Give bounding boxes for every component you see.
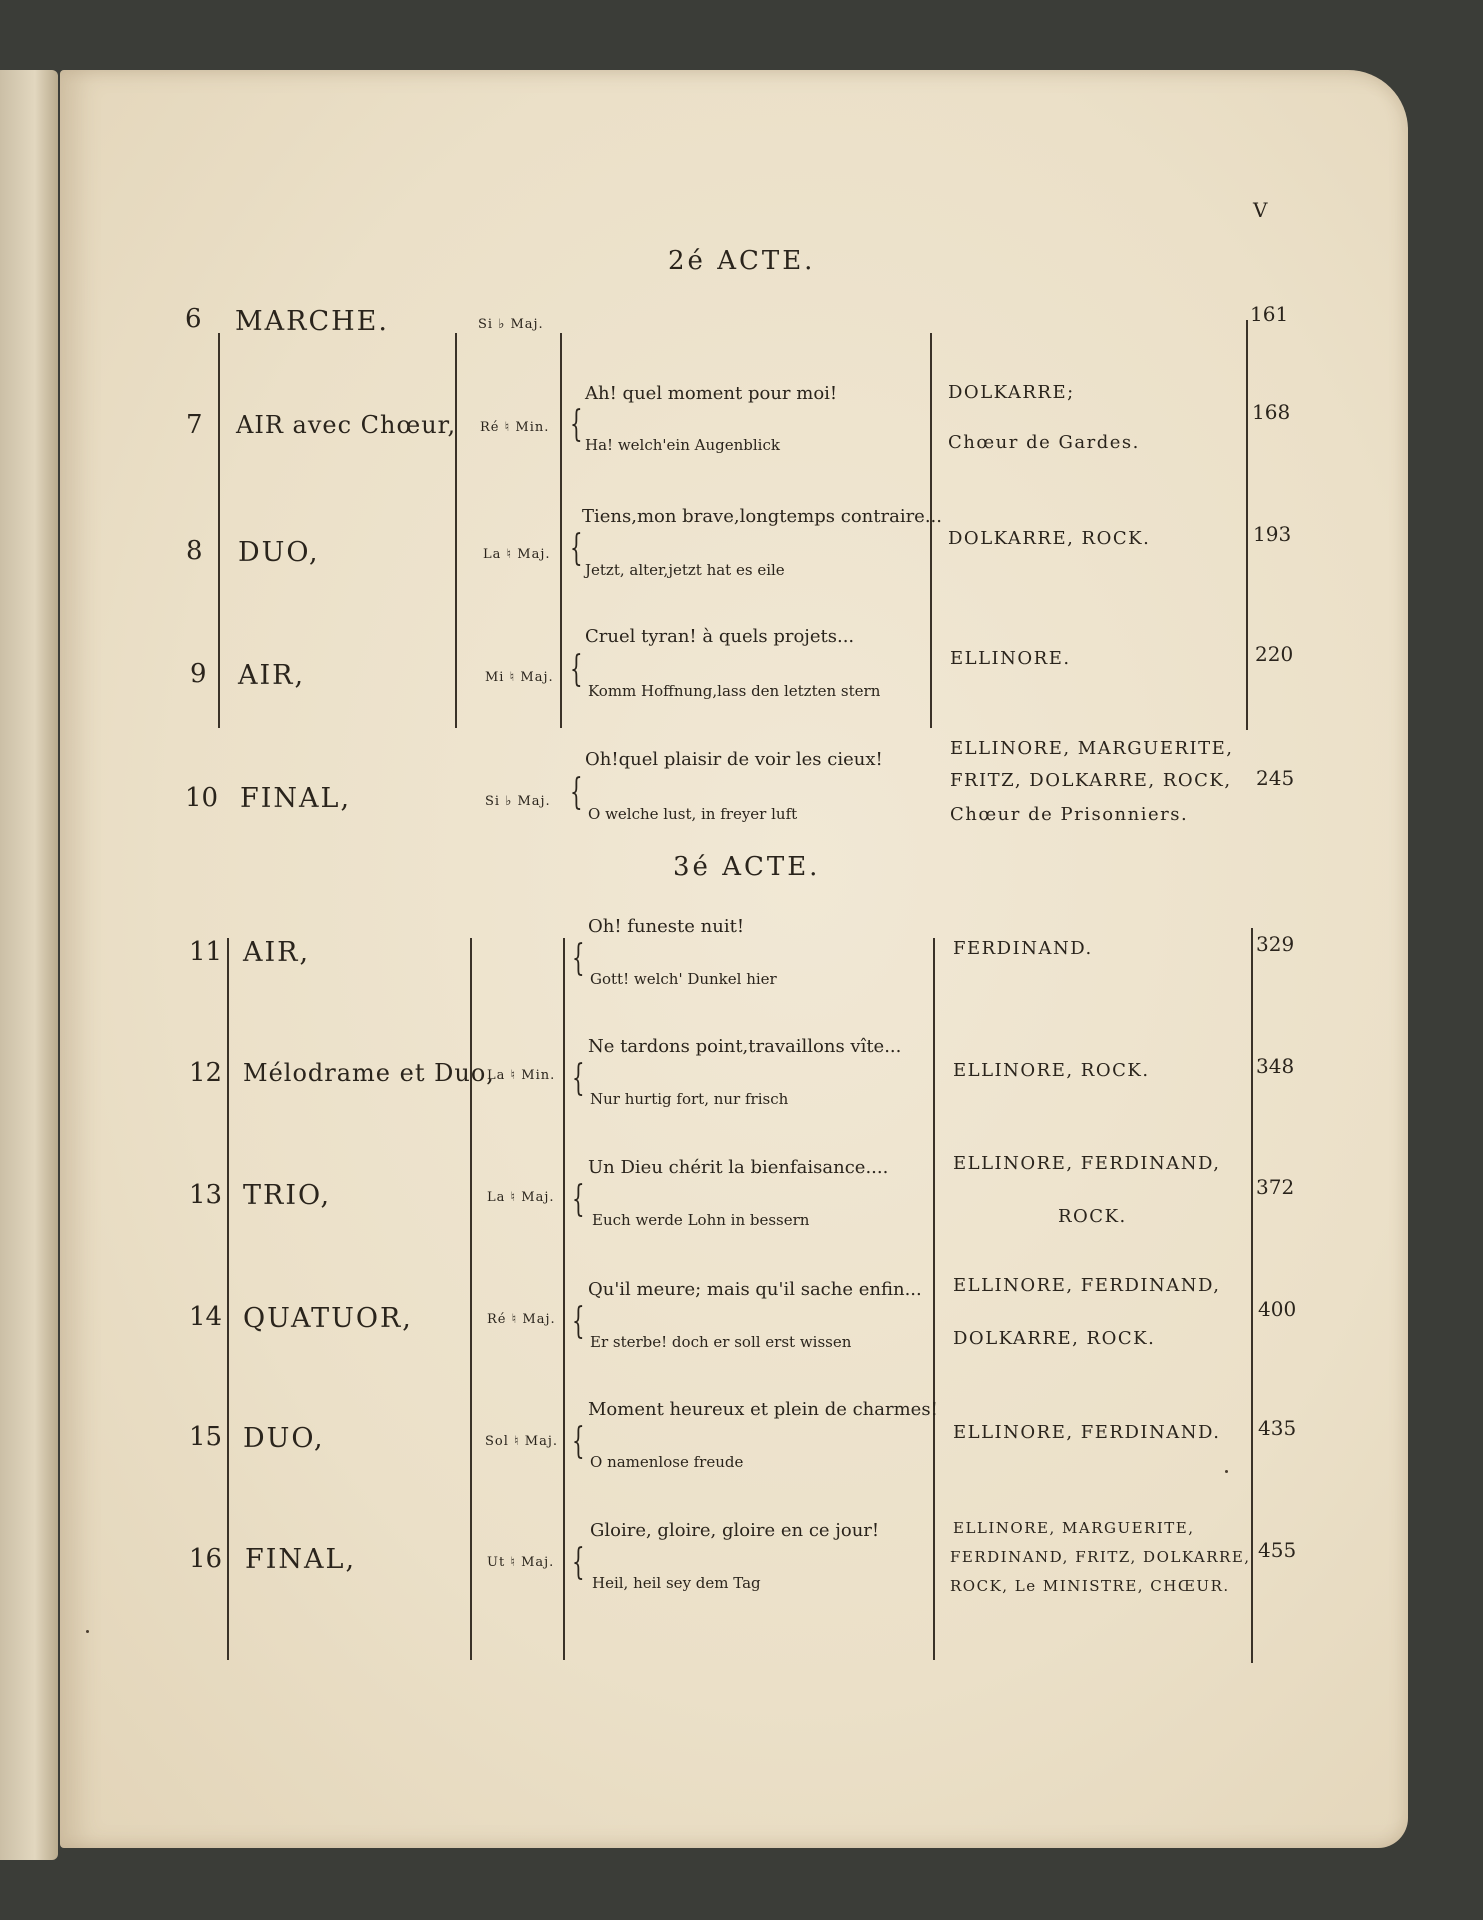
column-rule	[218, 333, 220, 728]
german-incipit: Gott! welch' Dunkel hier	[590, 970, 777, 988]
entry-page: 329	[1256, 932, 1295, 956]
column-rule	[1246, 320, 1248, 730]
entry-number: 13	[189, 1180, 223, 1210]
characters-line: ELLINORE, MARGUERITE,	[950, 738, 1234, 759]
entry-title: QUATUOR,	[243, 1303, 413, 1334]
characters-line: ELLINORE, FERDINAND,	[953, 1153, 1221, 1174]
german-incipit: Ha! welch'ein Augenblick	[585, 436, 780, 454]
entry-page: 161	[1250, 302, 1289, 326]
characters-line: ROCK, Le MINISTRE, CHŒUR.	[950, 1577, 1230, 1595]
score-index-page	[60, 70, 1408, 1848]
german-incipit: Jetzt, alter,jetzt hat es eile	[585, 561, 785, 579]
brace-glyph: {	[570, 649, 583, 690]
french-incipit: Ne tardons point,travaillons vîte...	[588, 1036, 902, 1057]
act-3-title: 3é ACTE.	[673, 852, 821, 882]
german-incipit: O welche lust, in freyer luft	[588, 805, 798, 823]
entry-page: 168	[1252, 400, 1291, 424]
characters-line: ELLINORE, FERDINAND.	[953, 1422, 1221, 1443]
german-incipit: Er sterbe! doch er soll erst wissen	[590, 1333, 852, 1351]
brace-glyph: {	[570, 528, 583, 569]
paper-speck	[1225, 1470, 1228, 1473]
column-rule	[470, 938, 472, 1660]
entry-key: La ♮ Maj.	[487, 1190, 555, 1205]
characters-line: ELLINORE, FERDINAND,	[953, 1275, 1221, 1296]
entry-number: 8	[186, 536, 203, 566]
page-number: V	[1253, 198, 1268, 222]
french-incipit: Un Dieu chérit la bienfaisance....	[588, 1157, 889, 1178]
entry-number: 9	[190, 659, 207, 689]
column-rule	[1251, 928, 1253, 1663]
entry-key: Ré ♮ Maj.	[487, 1312, 556, 1327]
act-2-title: 2é ACTE.	[668, 246, 816, 276]
characters-line: ELLINORE, MARGUERITE,	[953, 1519, 1195, 1537]
brace-glyph: {	[570, 772, 583, 813]
entry-page: 348	[1256, 1054, 1295, 1078]
german-incipit: Komm Hoffnung,lass den letzten stern	[588, 682, 881, 700]
characters-line: DOLKARRE;	[948, 382, 1075, 403]
entry-page: 455	[1258, 1538, 1297, 1562]
entry-title: FINAL,	[245, 1544, 357, 1575]
entry-page: 220	[1255, 642, 1294, 666]
paper-speck	[86, 1630, 89, 1633]
column-rule	[227, 938, 229, 1660]
french-incipit: Cruel tyran! à quels projets...	[585, 626, 855, 647]
brace-glyph: {	[570, 404, 583, 445]
entry-title: FINAL,	[240, 783, 352, 814]
entry-number: 11	[189, 937, 223, 967]
french-incipit: Gloire, gloire, gloire en ce jour!	[590, 1520, 880, 1541]
column-rule	[455, 333, 457, 728]
german-incipit: O namenlose freude	[590, 1453, 744, 1471]
entry-page: 372	[1256, 1175, 1295, 1199]
french-incipit: Qu'il meure; mais qu'il sache enfin...	[588, 1279, 922, 1300]
entry-key: Si ♭ Maj.	[478, 317, 544, 332]
entry-key: La ♮ Min.	[487, 1068, 556, 1083]
brace-glyph: {	[572, 1421, 585, 1462]
entry-title: TRIO,	[243, 1180, 332, 1211]
entry-key: La ♮ Maj.	[483, 547, 551, 562]
entry-title: AIR,	[243, 937, 311, 968]
characters-line: FRITZ, DOLKARRE, ROCK,	[950, 770, 1232, 791]
entry-key: Si ♭ Maj.	[485, 794, 551, 809]
entry-page: 400	[1258, 1297, 1297, 1321]
characters-line: ROCK.	[1058, 1206, 1127, 1227]
entry-key: Ré ♮ Min.	[480, 420, 550, 435]
entry-title: DUO,	[243, 1423, 325, 1454]
entry-title: DUO,	[238, 537, 320, 568]
french-incipit: Moment heureux et plein de charmes!	[588, 1399, 938, 1420]
entry-number: 15	[189, 1422, 223, 1452]
brace-glyph: {	[572, 1301, 585, 1342]
brace-glyph: {	[572, 1542, 585, 1583]
entry-title: Mélodrame et Duo,	[243, 1059, 495, 1087]
entry-number: 16	[189, 1544, 223, 1574]
french-incipit: Ah! quel moment pour moi!	[585, 383, 838, 404]
entry-number: 7	[186, 410, 203, 440]
column-rule	[930, 333, 932, 728]
characters-line: Chœur de Gardes.	[948, 432, 1140, 453]
german-incipit: Euch werde Lohn in bessern	[592, 1211, 810, 1229]
french-incipit: Oh! funeste nuit!	[588, 916, 745, 937]
brace-glyph: {	[572, 1058, 585, 1099]
entry-page: 245	[1256, 766, 1295, 790]
brace-glyph: {	[572, 1179, 585, 1220]
german-incipit: Nur hurtig fort, nur frisch	[590, 1090, 789, 1108]
entry-key: Ut ♮ Maj.	[487, 1555, 555, 1570]
brace-glyph: {	[572, 938, 585, 979]
entry-key: Mi ♮ Maj.	[485, 670, 554, 685]
entry-number: 10	[185, 783, 219, 813]
entry-title: MARCHE.	[235, 306, 389, 337]
entry-key: Sol ♮ Maj.	[485, 1434, 559, 1449]
french-incipit: Oh!quel plaisir de voir les cieux!	[585, 749, 883, 770]
characters-line: FERDINAND, FRITZ, DOLKARRE,	[950, 1548, 1251, 1566]
entry-number: 6	[185, 304, 202, 334]
french-incipit: Tiens,mon brave,longtemps contraire...	[582, 506, 942, 527]
characters-line: FERDINAND.	[953, 938, 1093, 959]
characters-line: ELLINORE, ROCK.	[953, 1060, 1150, 1081]
german-incipit: Heil, heil sey dem Tag	[592, 1574, 761, 1592]
characters-line: DOLKARRE, ROCK.	[953, 1328, 1156, 1349]
entry-number: 14	[189, 1302, 223, 1332]
left-page-edge	[0, 70, 58, 1860]
entry-number: 12	[189, 1058, 223, 1088]
entry-page: 435	[1258, 1416, 1297, 1440]
entry-title: AIR avec Chœur,	[236, 411, 457, 439]
column-rule	[560, 333, 562, 728]
entry-title: AIR,	[238, 660, 306, 691]
characters-line: DOLKARRE, ROCK.	[948, 528, 1151, 549]
characters-line: ELLINORE.	[950, 648, 1071, 669]
column-rule	[933, 938, 935, 1660]
column-rule	[563, 938, 565, 1660]
entry-page: 193	[1253, 522, 1292, 546]
characters-line: Chœur de Prisonniers.	[950, 804, 1189, 825]
